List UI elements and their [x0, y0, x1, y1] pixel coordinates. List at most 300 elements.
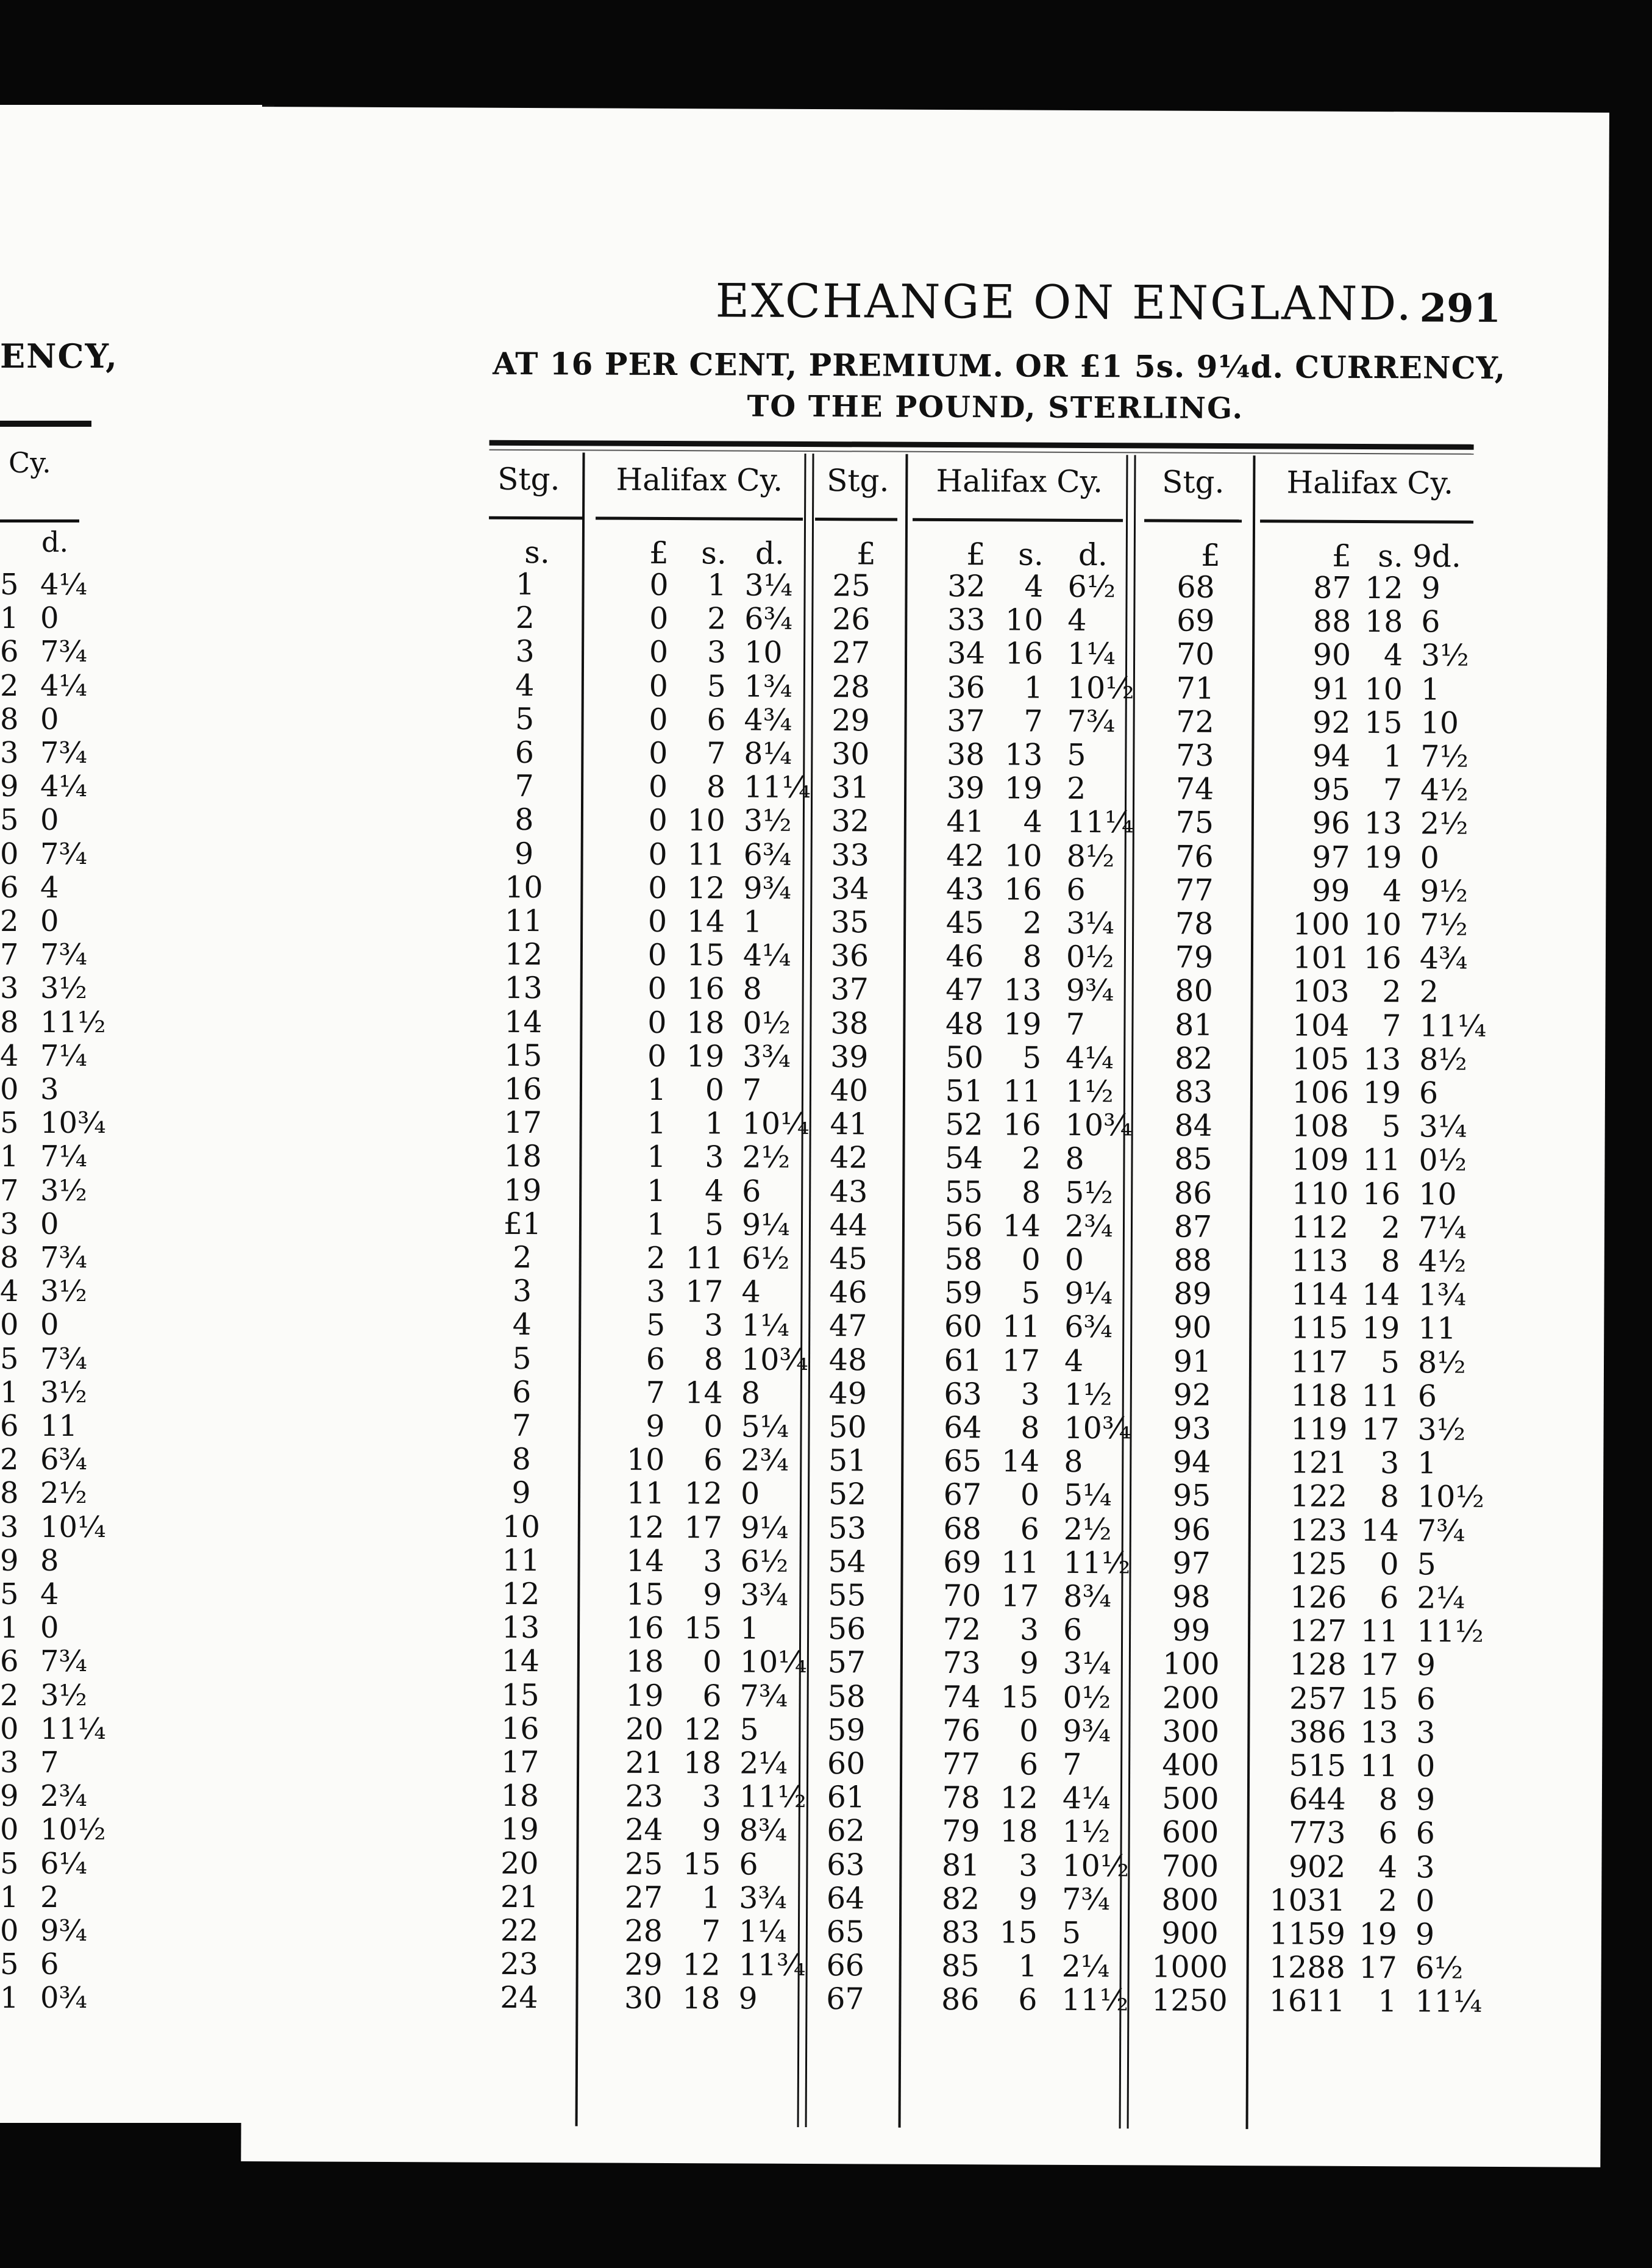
- table-cell-shillings: 1: [1378, 1984, 1397, 2019]
- table-cell-stg: 17: [504, 1105, 543, 1141]
- left-page-row: [0, 770, 87, 804]
- table-cell-shillings: 7: [1383, 772, 1403, 808]
- table-cell-stg: 29: [831, 702, 870, 738]
- table-cell-stg: 7: [511, 1408, 532, 1444]
- table-cell-pounds: 41: [946, 804, 985, 840]
- left-page-cell: 0: [40, 803, 59, 838]
- table-cell-pounds: 94: [1312, 738, 1351, 774]
- table-cell-shillings: 18: [683, 1746, 722, 1781]
- left-page-cell: 9: [0, 1543, 19, 1578]
- table-cell-pounds: 515: [1289, 1748, 1347, 1783]
- table-cell-shillings: 0: [1020, 1477, 1040, 1513]
- table-cell-stg: 60: [827, 1746, 866, 1781]
- header-halifax-2: Halifax Cy.: [936, 463, 1103, 500]
- table-cell-stg: 3: [515, 634, 535, 669]
- table-cell-pounds: 0: [648, 870, 668, 905]
- table-cell-shillings: 11: [685, 1241, 724, 1276]
- table-cell-pounds: 72: [942, 1612, 981, 1647]
- table-cell-pence: 7½: [1420, 907, 1468, 943]
- left-page-row: [0, 736, 87, 770]
- table-cell-stg: 21: [500, 1879, 539, 1914]
- table-cell-stg: 11: [502, 1542, 540, 1578]
- table-cell-pence: 1¼: [1067, 637, 1116, 672]
- table-cell-shillings: 7: [1382, 1008, 1401, 1043]
- left-page-cell: 2½: [40, 1476, 88, 1511]
- table-cell-pounds: 85: [941, 1949, 980, 1984]
- sub-header-stg: £: [856, 536, 876, 572]
- table-cell-pounds: 1611: [1269, 1983, 1345, 2019]
- table-cell-shillings: 5: [707, 668, 726, 704]
- table-cell-stg: 55: [828, 1578, 866, 1613]
- table-cell-pounds: 118: [1291, 1378, 1348, 1413]
- table-cell-pounds: 63: [944, 1376, 982, 1412]
- table-cell-shillings: 13: [1004, 737, 1043, 772]
- left-page-cell: 2¾: [40, 1779, 88, 1814]
- table-cell-pounds: 1159: [1269, 1916, 1346, 1952]
- left-page-row: [0, 602, 59, 635]
- header-rule: [1144, 519, 1242, 522]
- table-cell-stg: 58: [827, 1678, 866, 1714]
- table-cell-shillings: 6: [1019, 1747, 1039, 1782]
- table-cell-pence: 9: [738, 1981, 758, 2017]
- table-cell-pence: 11¼: [1066, 805, 1134, 840]
- sub-header-pence: 9d.: [1412, 538, 1461, 574]
- table-cell-shillings: 19: [1004, 771, 1043, 806]
- table-cell-shillings: 15: [682, 1846, 721, 1881]
- table-cell-stg: 4: [515, 668, 535, 703]
- table-cell-pounds: 0: [647, 1038, 667, 1074]
- table-cell-pounds: 121: [1290, 1445, 1348, 1481]
- left-page-cell: 4¼: [40, 769, 88, 804]
- header-rule: [489, 516, 583, 520]
- table-cell-pounds: 56: [944, 1208, 983, 1244]
- left-page-row: [0, 972, 87, 1005]
- sub-header-pounds: £: [1331, 538, 1351, 574]
- table-cell-shillings: 18: [1000, 1814, 1038, 1850]
- table-cell-pounds: 88: [1312, 604, 1351, 640]
- left-page-d-label: d.: [41, 526, 69, 558]
- table-cell-shillings: 17: [684, 1510, 722, 1545]
- table-cell-stg: 90: [1173, 1310, 1212, 1346]
- table-cell-stg: 42: [830, 1140, 868, 1175]
- table-cell-shillings: 1: [705, 1106, 724, 1141]
- table-cell-pounds: 69: [943, 1544, 981, 1580]
- table-cell-pounds: 29: [624, 1947, 663, 1983]
- table-cell-shillings: 19: [1361, 1311, 1400, 1346]
- table-cell-pence: 3¾: [742, 1039, 791, 1074]
- table-cell-stg: 4: [512, 1307, 532, 1343]
- table-cell-pounds: 33: [947, 602, 986, 638]
- left-page-cell: 10¼: [40, 1510, 106, 1544]
- left-page-cell: 0: [40, 601, 59, 636]
- table-cell-pence: 10½: [1417, 1479, 1485, 1515]
- table-cell-pounds: 114: [1291, 1277, 1348, 1313]
- table-cell-shillings: 19: [1362, 1075, 1401, 1111]
- left-page-cell: 0¾: [40, 1981, 88, 2016]
- left-page-row: [0, 1780, 87, 1813]
- table-cell-pounds: 1: [646, 1207, 666, 1242]
- sub-header-pounds: £: [649, 535, 669, 571]
- subtitle-line-2: TO THE POUND, STERLING.: [747, 389, 1244, 426]
- table-cell-shillings: 9: [1018, 1881, 1038, 1917]
- table-cell-shillings: 1: [1024, 670, 1043, 705]
- table-cell-pence: 2: [1067, 771, 1086, 807]
- table-cell-pence: 10½: [1067, 670, 1134, 705]
- table-cell-pounds: 20: [625, 1711, 664, 1747]
- table-cell-shillings: 13: [1362, 1041, 1401, 1077]
- table-cell-pounds: 103: [1292, 974, 1350, 1010]
- left-page-cell: 6¼: [40, 1846, 88, 1881]
- subtitle-line-1: AT 16 PER CENT, PREMIUM. OR £1 5s. 9¼d. CURRENCY,: [493, 345, 1506, 386]
- left-page-cell: 1: [0, 1880, 19, 1914]
- table-cell-pounds: 65: [943, 1444, 982, 1479]
- table-cell-stg: 66: [826, 1948, 865, 1983]
- table-cell-pounds: 0: [649, 735, 668, 771]
- left-page-row: [0, 1847, 87, 1881]
- left-page-cell: 7: [40, 1746, 59, 1780]
- table-cell-stg: 88: [1173, 1243, 1212, 1278]
- table-cell-pence: 9¼: [741, 1207, 790, 1243]
- table-cell-shillings: 6: [1378, 1816, 1398, 1851]
- left-page-cell: 0: [40, 702, 59, 736]
- table-cell-pounds: 108: [1292, 1108, 1349, 1144]
- table-cell-pounds: 902: [1288, 1849, 1346, 1885]
- table-cell-shillings: 16: [686, 971, 725, 1007]
- table-cell-stg: £1: [503, 1206, 542, 1241]
- table-cell-stg: 8: [511, 1442, 532, 1477]
- table-cell-pence: 4¼: [1066, 1040, 1114, 1075]
- table-cell-pence: 0½: [1419, 1143, 1467, 1179]
- table-cell-shillings: 17: [1000, 1578, 1039, 1614]
- table-cell-pounds: 128: [1289, 1647, 1347, 1683]
- table-cell-shillings: 9: [1019, 1646, 1039, 1681]
- table-cell-pounds: 86: [941, 1982, 980, 2017]
- table-cell-stg: 5: [514, 701, 535, 736]
- table-cell-shillings: 12: [1000, 1780, 1039, 1816]
- left-page-cell: 7¾: [40, 1644, 88, 1679]
- table-cell-shillings: 11: [1001, 1545, 1039, 1580]
- table-cell-shillings: 3: [1019, 1612, 1039, 1647]
- left-page-cell: 10½: [40, 1813, 106, 1847]
- table-cell-pence: 1: [739, 1611, 760, 1646]
- left-page-cell: 2: [0, 1678, 19, 1713]
- table-cell-pounds: 28: [624, 1913, 663, 1949]
- left-page-row: [0, 1343, 87, 1376]
- table-cell-pence: 7¾: [739, 1678, 788, 1714]
- left-page-cell: 0: [40, 1207, 59, 1241]
- table-cell-shillings: 14: [686, 904, 725, 940]
- table-cell-shillings: 8: [1022, 939, 1042, 974]
- table-cell-shillings: 11: [1360, 1614, 1399, 1649]
- table-cell-shillings: 12: [686, 870, 725, 906]
- table-cell-pounds: 126: [1289, 1580, 1347, 1615]
- left-page-cell: 3½: [40, 1173, 88, 1208]
- table-cell-pence: 9¼: [1064, 1276, 1113, 1311]
- table-cell-shillings: 15: [1364, 705, 1403, 741]
- table-cell-shillings: 13: [1359, 1714, 1398, 1750]
- table-cell-pence: 9: [1416, 1647, 1436, 1683]
- table-cell-pounds: 42: [946, 838, 984, 873]
- header-rule: [1260, 519, 1473, 524]
- table-cell-stg: 99: [1172, 1613, 1211, 1649]
- left-page-cell: 6: [40, 1947, 59, 1982]
- left-page-cell: 3½: [40, 1375, 88, 1410]
- table-cell-pounds: 39: [946, 771, 985, 806]
- table-cell-pounds: 46: [945, 939, 984, 974]
- table-cell-pence: 1½: [1062, 1814, 1111, 1850]
- table-cell-pounds: 112: [1291, 1210, 1349, 1245]
- table-cell-stg: 800: [1161, 1882, 1219, 1917]
- left-page-cell: 0: [0, 1308, 19, 1343]
- table-cell-pounds: 1: [647, 1072, 667, 1107]
- table-cell-pounds: 7: [646, 1375, 665, 1410]
- table-cell-shillings: 0: [1380, 1546, 1399, 1582]
- table-cell-pence: 10¾: [1065, 1108, 1133, 1143]
- table-cell-stg: 65: [826, 1914, 865, 1950]
- table-cell-pence: 7¾: [1062, 1881, 1110, 1917]
- table-cell-pence: 8¼: [744, 736, 792, 771]
- table-cell-shillings: 8: [1020, 1410, 1040, 1446]
- table-cell-pence: 1¼: [741, 1308, 790, 1344]
- table-cell-shillings: 12: [684, 1476, 723, 1511]
- table-cell-pounds: 37: [947, 703, 985, 739]
- table-cell-shillings: 11: [687, 836, 725, 872]
- left-page-row: [0, 1410, 77, 1443]
- table-cell-pounds: 106: [1292, 1075, 1350, 1110]
- table-cell-stg: 67: [826, 1981, 864, 2017]
- table-cell-pence: 6: [1417, 1378, 1437, 1414]
- table-cell-shillings: 15: [683, 1611, 722, 1646]
- table-cell-stg: 10: [505, 869, 543, 905]
- table-cell-pence: 6¾: [744, 601, 793, 637]
- table-cell-shillings: 10: [1004, 838, 1042, 874]
- left-page-row: [0, 1275, 87, 1308]
- table-cell-pounds: 24: [625, 1813, 663, 1848]
- table-cell-shillings: 0: [1021, 1242, 1041, 1277]
- table-cell-stg: 92: [1173, 1377, 1212, 1413]
- table-cell-pence: 3¾: [739, 1880, 787, 1916]
- table-cell-pounds: 9: [646, 1408, 665, 1444]
- table-cell-pence: 0½: [1066, 940, 1114, 975]
- header-stg-1: Stg.: [497, 461, 560, 497]
- table-cell-pence: 10¼: [742, 1106, 810, 1142]
- sub-header-pence: d.: [1078, 537, 1108, 573]
- left-page-row: [0, 838, 87, 871]
- table-cell-pence: 9: [1415, 1782, 1436, 1817]
- table-cell-pence: 6½: [740, 1544, 789, 1579]
- left-page-header-fragment: ENCY,: [0, 337, 118, 376]
- table-cell-shillings: 2: [1378, 1883, 1398, 1919]
- table-cell-pounds: 113: [1291, 1243, 1348, 1278]
- running-head: EXCHANGE ON ENGLAND.: [715, 273, 1414, 331]
- table-cell-pence: 0: [1064, 1242, 1084, 1277]
- table-cell-shillings: 3: [705, 1139, 724, 1175]
- table-cell-stg: 73: [1176, 738, 1214, 773]
- table-cell-stg: 77: [1175, 872, 1214, 908]
- table-cell-shillings: 7: [701, 1914, 721, 1949]
- table-cell-shillings: 3: [707, 635, 727, 670]
- table-cell-stg: 1: [515, 566, 535, 602]
- table-cell-shillings: 14: [1001, 1444, 1040, 1479]
- table-cell-shillings: 13: [1364, 806, 1403, 841]
- table-cell-shillings: 1: [701, 1880, 721, 1916]
- left-page-cell: 8: [0, 1005, 19, 1040]
- left-page-cell: 4: [40, 870, 59, 905]
- table-cell-stg: 900: [1161, 1916, 1219, 1951]
- table-cell-stg: 96: [1172, 1512, 1211, 1547]
- table-cell-pounds: 5: [646, 1308, 666, 1343]
- table-cell-stg: 64: [826, 1880, 865, 1916]
- table-cell-pence: 9½: [1420, 874, 1469, 909]
- left-page-cell: 3: [0, 1746, 19, 1780]
- table-cell-pence: 5: [1417, 1547, 1436, 1582]
- table-cell-stg: 1000: [1152, 1949, 1228, 1985]
- table-cell-pounds: 110: [1291, 1176, 1349, 1211]
- table-cell-pounds: 0: [649, 601, 669, 637]
- table-cell-stg: 52: [828, 1477, 867, 1512]
- left-page-cell: 6: [0, 635, 19, 669]
- table-cell-stg: 8: [514, 802, 534, 838]
- left-page-cell: 7¼: [40, 1038, 88, 1073]
- table-cell-pence: 4: [741, 1274, 761, 1310]
- table-cell-stg: 31: [831, 770, 870, 805]
- left-page-cell: 6¾: [40, 1442, 88, 1477]
- table-cell-pounds: 16: [625, 1610, 664, 1646]
- table-cell-stg: 35: [830, 905, 869, 940]
- left-page-row: [0, 1746, 59, 1780]
- table-cell-shillings: 3: [1020, 1377, 1040, 1412]
- table-cell-shillings: 16: [1003, 872, 1042, 907]
- header-halifax-1: Halifax Cy.: [616, 462, 783, 498]
- table-cell-shillings: 10: [1364, 671, 1403, 707]
- table-cell-pence: 1: [743, 904, 763, 940]
- left-page-row: [0, 1241, 87, 1275]
- table-cell-pounds: 97: [1312, 840, 1350, 875]
- left-page-cell: 9: [0, 769, 19, 804]
- table-cell-pence: 10½: [1062, 1848, 1130, 1883]
- table-cell-stg: 53: [828, 1510, 867, 1546]
- table-cell-pence: 6: [1415, 1816, 1435, 1851]
- table-cell-shillings: 11: [1359, 1748, 1398, 1784]
- table-cell-pence: 11¼: [1415, 1984, 1483, 2020]
- table-cell-pence: 3¼: [744, 568, 793, 603]
- table-cell-pounds: 125: [1289, 1546, 1347, 1582]
- table-cell-shillings: 14: [685, 1375, 723, 1411]
- table-cell-pounds: 92: [1312, 705, 1351, 740]
- left-page-cell: 1: [0, 1611, 19, 1646]
- table-cell-stg: 44: [829, 1207, 868, 1243]
- left-page-cell: 4: [0, 1274, 19, 1309]
- table-cell-pence: 3¼: [1066, 905, 1114, 941]
- table-cell-pence: 5¼: [741, 1409, 789, 1444]
- table-cell-stg: 12: [502, 1576, 540, 1612]
- table-cell-stg: 9: [514, 836, 534, 871]
- table-cell-stg: 87: [1173, 1209, 1212, 1244]
- left-page-cell: 4: [40, 1577, 59, 1611]
- header-halifax-3: Halifax Cy.: [1286, 465, 1454, 501]
- table-cell-shillings: 12: [683, 1711, 722, 1747]
- table-cell-pence: 4¼: [742, 938, 791, 974]
- table-cell-shillings: 17: [685, 1274, 724, 1310]
- left-page-row: [0, 1511, 106, 1544]
- left-page-row: [0, 1981, 87, 2015]
- left-page-row: [0, 1208, 59, 1241]
- table-cell-shillings: 15: [686, 938, 725, 973]
- table-cell-pence: 11¼: [744, 769, 811, 805]
- table-cell-stg: 46: [829, 1275, 867, 1310]
- table-cell-stg: 3: [512, 1274, 532, 1309]
- left-page-cell: 3: [0, 736, 19, 770]
- table-cell-stg: 32: [831, 804, 870, 839]
- table-cell-pounds: 30: [624, 1981, 663, 2016]
- table-cell-shillings: 8: [1021, 1175, 1041, 1210]
- table-cell-pounds: 18: [625, 1644, 664, 1680]
- table-cell-pence: 0½: [742, 1005, 791, 1041]
- left-page-cell: 8: [40, 1543, 59, 1578]
- table-cell-stg: 5: [512, 1341, 532, 1376]
- left-page-cell: 3: [0, 1207, 19, 1241]
- left-page-row: [0, 1611, 59, 1645]
- table-cell-pounds: 90: [1312, 638, 1351, 673]
- table-cell-pence: 6¾: [1064, 1310, 1113, 1345]
- table-cell-pounds: 119: [1290, 1411, 1348, 1447]
- table-cell-shillings: 2: [1022, 905, 1042, 941]
- left-page-cell: 5: [0, 1947, 19, 1982]
- left-page-cell: 0: [0, 1711, 19, 1746]
- table-cell-shillings: 11: [1361, 1378, 1400, 1414]
- left-page-cell: 7¾: [40, 635, 88, 669]
- table-cell-stg: 54: [828, 1544, 866, 1580]
- table-cell-stg: 23: [500, 1947, 539, 1982]
- table-cell-shillings: 7: [707, 736, 726, 771]
- page-number: 291: [1419, 285, 1501, 332]
- sub-header-shillings: s.: [1378, 538, 1403, 574]
- left-page-row: [0, 938, 87, 972]
- sub-header-stg: £: [1200, 537, 1220, 573]
- table-cell-pence: 7: [742, 1072, 762, 1108]
- table-cell-pounds: 50: [945, 1040, 984, 1075]
- header-rule: [596, 516, 803, 520]
- table-cell-pounds: 19: [625, 1678, 664, 1713]
- table-cell-shillings: 17: [1360, 1647, 1398, 1683]
- left-page-fragment: [0, 105, 274, 2123]
- table-cell-pounds: 2: [646, 1240, 666, 1275]
- table-cell-stg: 85: [1174, 1142, 1212, 1177]
- table-cell-stg: 97: [1172, 1546, 1211, 1581]
- table-cell-shillings: 8: [706, 769, 726, 805]
- left-page-cell: 0: [0, 1813, 19, 1847]
- table-cell-shillings: 16: [1003, 1107, 1041, 1143]
- table-cell-pounds: 105: [1292, 1041, 1350, 1077]
- table-cell-shillings: 4: [1378, 1849, 1398, 1885]
- table-cell-pence: 6½: [1415, 1950, 1464, 1986]
- left-page-cell: 1: [0, 601, 19, 636]
- table-cell-stg: 75: [1175, 805, 1214, 841]
- table-cell-pence: 11½: [1416, 1614, 1484, 1650]
- table-cell-pence: 1½: [1064, 1377, 1113, 1412]
- table-cell-shillings: 2: [1022, 1141, 1041, 1177]
- table-cell-pence: 6: [1421, 604, 1440, 640]
- table-cell-pence: 1½: [1065, 1074, 1114, 1110]
- header-stg-2: Stg.: [827, 463, 889, 499]
- table-cell-stg: 200: [1162, 1680, 1220, 1716]
- table-cell-pence: 0: [1420, 840, 1439, 875]
- left-page-row: [0, 1948, 59, 1981]
- left-page-cell: 3: [0, 971, 19, 1006]
- table-cell-shillings: 11: [1362, 1143, 1401, 1178]
- table-cell-stg: 57: [827, 1645, 866, 1680]
- table-cell-pounds: 91: [1312, 671, 1351, 707]
